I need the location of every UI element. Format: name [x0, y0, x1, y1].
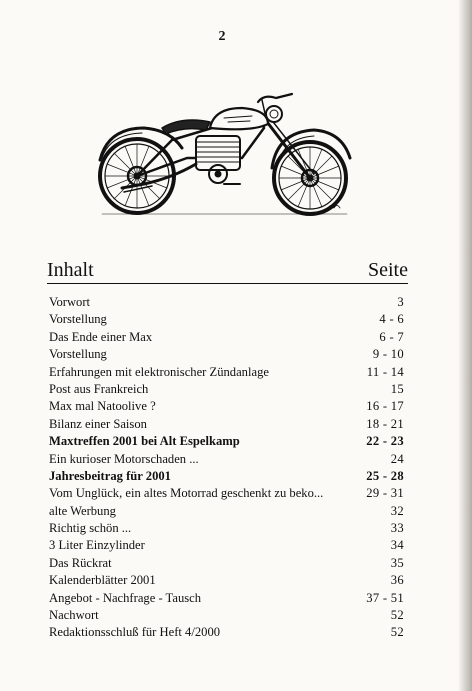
- toc-heading: [47, 259, 408, 284]
- toc-entry: [49, 433, 404, 450]
- toc-entry-title: 3 Liter Einzylinder: [49, 538, 145, 553]
- toc-entry-pages: 36: [390, 573, 404, 588]
- toc-entry: [49, 398, 404, 415]
- toc-entry: [49, 311, 404, 328]
- toc-entry-title: Angebot - Nachfrage - Tausch: [49, 590, 202, 605]
- toc-entry-title: Redaktionsschluß für Heft 4/2000: [49, 625, 221, 640]
- toc-entry-pages: 18 - 21: [366, 416, 404, 431]
- toc-entry: [49, 503, 404, 520]
- engine: [196, 136, 240, 183]
- toc-entry-title: alte Werbung: [49, 503, 116, 518]
- toc-entry: [49, 468, 404, 485]
- toc-entry: [49, 381, 404, 398]
- toc-entry-pages: 52: [390, 608, 404, 623]
- toc-entry: [49, 624, 404, 641]
- toc-entry: [49, 555, 404, 572]
- toc-entry-title: Vom Unglück, ein altes Motorrad geschenkt zu beko...: [49, 486, 324, 501]
- toc-entry-title: Erfahrungen mit elektronischer Zündanlage: [49, 364, 269, 379]
- toc-entry-pages: 24: [390, 451, 404, 466]
- heading-contents: Inhalt: [47, 259, 94, 281]
- toc-entry-pages: 34: [390, 538, 404, 553]
- toc-entry: [49, 537, 404, 554]
- toc-entry-pages: 33: [390, 521, 404, 536]
- toc-entry: [49, 451, 404, 468]
- toc-entry-pages: 22 - 23: [366, 434, 404, 449]
- toc-entry-pages: 4 - 6: [379, 312, 404, 327]
- toc-entry-pages: 35: [390, 555, 404, 570]
- toc-entry: [49, 520, 404, 537]
- table-of-contents: [49, 294, 404, 642]
- toc-entry-pages: 3: [397, 295, 404, 309]
- motorcycle-illustration: [92, 88, 362, 220]
- toc-entry-title: Max mal Natoolive ?: [49, 399, 156, 414]
- toc-entry: [49, 572, 404, 589]
- page-number: 2: [218, 29, 226, 44]
- toc-entry-title: Richtig schön ...: [49, 521, 132, 536]
- toc-entry: [49, 590, 404, 607]
- toc-entry-title: Ein kurioser Motorschaden ...: [49, 451, 199, 466]
- toc-entry-title: Vorstellung: [49, 312, 107, 327]
- toc-entry-title: Jahresbeitrag für 2001: [49, 468, 171, 483]
- toc-entry-pages: 9 - 10: [372, 347, 404, 362]
- toc-entry-title: Kalenderblätter 2001: [49, 573, 156, 588]
- toc-entry-title: Vorstellung: [49, 347, 107, 362]
- toc-entry-pages: 32: [390, 503, 404, 518]
- toc-entry-title: Post aus Frankreich: [49, 381, 149, 396]
- toc-entry-pages: 6 - 7: [379, 329, 404, 344]
- toc-entry-title: Vorwort: [49, 295, 91, 309]
- toc-entry-pages: 37 - 51: [366, 590, 404, 605]
- toc-entry: [49, 294, 404, 311]
- toc-entry: [49, 607, 404, 624]
- toc-entry: [49, 329, 404, 346]
- toc-entry-pages: 11 - 14: [366, 364, 404, 379]
- toc-entry: [49, 364, 404, 381]
- heading-page: Seite: [368, 259, 408, 281]
- toc-entry: [49, 485, 404, 502]
- toc-entry-title: Das Ende einer Max: [49, 329, 153, 344]
- toc-entry: [49, 416, 404, 433]
- toc-entry-pages: 52: [390, 625, 404, 640]
- toc-entry-title: Bilanz einer Saison: [49, 416, 147, 431]
- toc-entry-pages: 29 - 31: [366, 486, 404, 501]
- toc-entry-title: Das Rückrat: [49, 555, 112, 570]
- toc-entry-pages: 15: [390, 381, 404, 396]
- toc-entry-title: Maxtreffen 2001 bei Alt Espelkamp: [49, 434, 240, 449]
- toc-entry-title: Nachwort: [49, 608, 99, 623]
- toc-entry: [49, 346, 404, 363]
- toc-entry-pages: 16 - 17: [366, 399, 404, 414]
- toc-entry-pages: 25 - 28: [366, 468, 404, 483]
